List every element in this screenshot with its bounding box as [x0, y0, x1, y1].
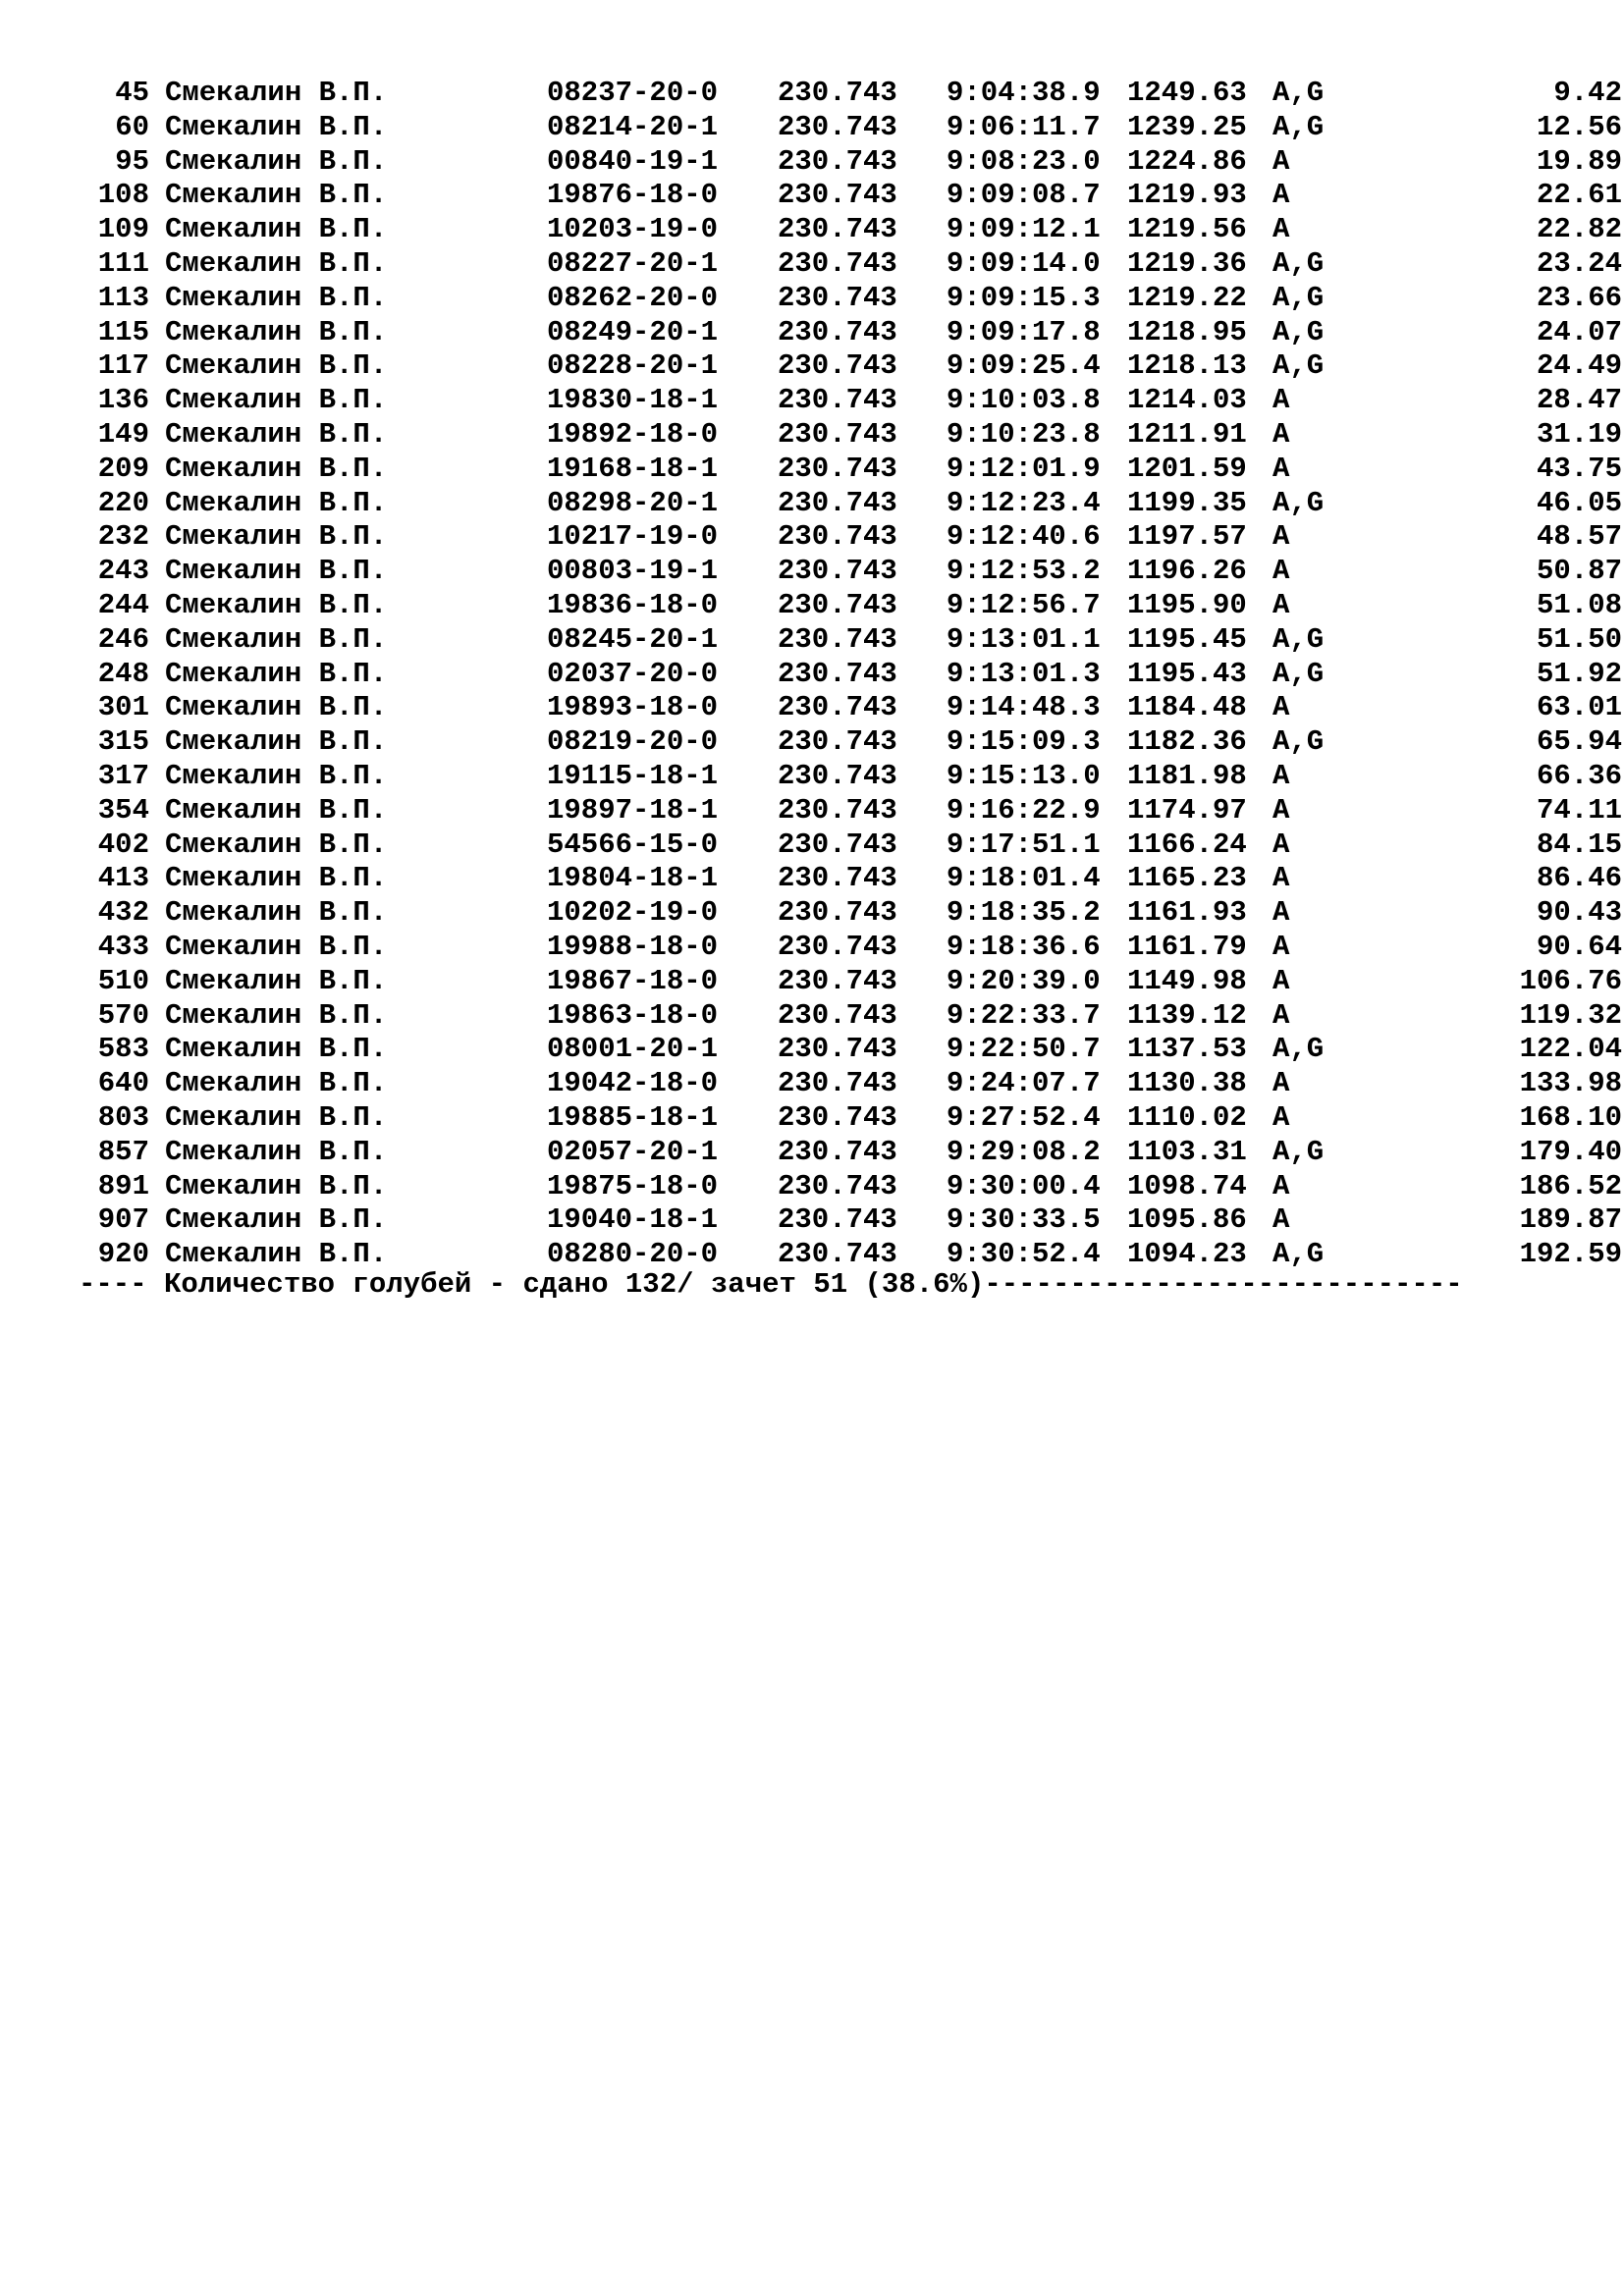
speed-cell: 1249.63: [1127, 77, 1247, 109]
position-cell: 583: [97, 1033, 149, 1066]
distance-cell: 230.743: [778, 110, 897, 143]
points-cell: 51.92: [1536, 657, 1622, 690]
ring-number-cell: 02037-20-0: [547, 657, 719, 690]
points-cell: 23.24: [1536, 246, 1622, 280]
fancier-name-cell: Смекалин В.П.: [165, 1203, 388, 1237]
arrival-time-cell: 9:30:52.4: [947, 1238, 1101, 1271]
arrival-time-cell: 9:13:01.1: [947, 622, 1101, 656]
arrival-time-cell: 9:09:08.7: [947, 179, 1101, 212]
position-cell: 354: [97, 793, 149, 827]
distance-cell: 230.743: [778, 213, 897, 246]
distance-cell: 230.743: [778, 1203, 897, 1237]
speed-cell: 1219.22: [1127, 281, 1247, 314]
distance-cell: 230.743: [778, 691, 897, 724]
arrival-time-cell: 9:15:09.3: [947, 725, 1101, 759]
fancier-name-cell: Смекалин В.П.: [165, 417, 388, 451]
fancier-name-cell: Смекалин В.П.: [165, 1135, 388, 1168]
flags-cell: A: [1272, 1067, 1290, 1100]
arrival-time-cell: 9:08:23.0: [947, 144, 1101, 178]
speed-cell: 1199.35: [1127, 486, 1247, 519]
points-cell: 119.32: [1519, 998, 1622, 1032]
fancier-name-cell: Смекалин В.П.: [165, 930, 388, 963]
speed-cell: 1214.03: [1127, 384, 1247, 417]
ring-number-cell: 19830-18-1: [547, 384, 719, 417]
points-cell: 66.36: [1536, 759, 1622, 792]
arrival-time-cell: 9:12:01.9: [947, 452, 1101, 485]
speed-cell: 1149.98: [1127, 964, 1247, 997]
points-cell: 63.01: [1536, 691, 1622, 724]
flags-cell: A: [1272, 828, 1290, 861]
position-cell: 220: [97, 486, 149, 519]
position-cell: 640: [97, 1067, 149, 1100]
fancier-name-cell: Смекалин В.П.: [165, 77, 388, 109]
speed-cell: 1184.48: [1127, 691, 1247, 724]
fancier-name-cell: Смекалин В.П.: [165, 144, 388, 178]
speed-cell: 1195.45: [1127, 622, 1247, 656]
speed-cell: 1098.74: [1127, 1169, 1247, 1202]
points-cell: 28.47: [1536, 384, 1622, 417]
fancier-name-cell: Смекалин В.П.: [165, 622, 388, 656]
position-cell: 109: [97, 213, 149, 246]
summary-line: ---- Количество голубей - сдано 132/ зачет 51 (38.6%)----------------------------: [79, 1268, 1463, 1301]
points-cell: 90.43: [1536, 896, 1622, 930]
position-cell: 315: [97, 725, 149, 759]
position-cell: 433: [97, 930, 149, 963]
flags-cell: A,G: [1272, 281, 1325, 314]
points-cell: 192.59: [1519, 1238, 1622, 1271]
flags-cell: A,G: [1272, 622, 1325, 656]
distance-cell: 230.743: [778, 1033, 897, 1066]
distance-cell: 230.743: [778, 246, 897, 280]
distance-cell: 230.743: [778, 588, 897, 621]
arrival-time-cell: 9:14:48.3: [947, 691, 1101, 724]
flags-cell: A: [1272, 1169, 1290, 1202]
distance-cell: 230.743: [778, 417, 897, 451]
position-cell: 108: [97, 179, 149, 212]
fancier-name-cell: Смекалин В.П.: [165, 588, 388, 621]
points-cell: 43.75: [1536, 452, 1622, 485]
position-cell: 301: [97, 691, 149, 724]
arrival-time-cell: 9:16:22.9: [947, 793, 1101, 827]
position-cell: 232: [97, 520, 149, 554]
flags-cell: A: [1272, 691, 1290, 724]
distance-cell: 230.743: [778, 657, 897, 690]
points-cell: 65.94: [1536, 725, 1622, 759]
distance-cell: 230.743: [778, 144, 897, 178]
flags-cell: A: [1272, 179, 1290, 212]
speed-cell: 1166.24: [1127, 828, 1247, 861]
ring-number-cell: 19892-18-0: [547, 417, 719, 451]
flags-cell: A: [1272, 998, 1290, 1032]
flags-cell: A: [1272, 759, 1290, 792]
fancier-name-cell: Смекалин В.П.: [165, 1033, 388, 1066]
position-cell: 246: [97, 622, 149, 656]
ring-number-cell: 10202-19-0: [547, 896, 719, 930]
distance-cell: 230.743: [778, 1100, 897, 1134]
flags-cell: A,G: [1272, 657, 1325, 690]
position-cell: 136: [97, 384, 149, 417]
points-cell: 31.19: [1536, 417, 1622, 451]
ring-number-cell: 19876-18-0: [547, 179, 719, 212]
points-cell: 186.52: [1519, 1169, 1622, 1202]
ring-number-cell: 08280-20-0: [547, 1238, 719, 1271]
arrival-time-cell: 9:13:01.3: [947, 657, 1101, 690]
distance-cell: 230.743: [778, 520, 897, 554]
arrival-time-cell: 9:09:12.1: [947, 213, 1101, 246]
ring-number-cell: 54566-15-0: [547, 828, 719, 861]
fancier-name-cell: Смекалин В.П.: [165, 110, 388, 143]
ring-number-cell: 00840-19-1: [547, 144, 719, 178]
points-cell: 133.98: [1519, 1067, 1622, 1100]
arrival-time-cell: 9:10:03.8: [947, 384, 1101, 417]
speed-cell: 1095.86: [1127, 1203, 1247, 1237]
points-cell: 84.15: [1536, 828, 1622, 861]
points-cell: 24.07: [1536, 315, 1622, 348]
position-cell: 510: [97, 964, 149, 997]
arrival-time-cell: 9:09:15.3: [947, 281, 1101, 314]
fancier-name-cell: Смекалин В.П.: [165, 1100, 388, 1134]
position-cell: 907: [97, 1203, 149, 1237]
distance-cell: 230.743: [778, 77, 897, 109]
flags-cell: A: [1272, 930, 1290, 963]
arrival-time-cell: 9:15:13.0: [947, 759, 1101, 792]
position-cell: 248: [97, 657, 149, 690]
position-cell: 209: [97, 452, 149, 485]
flags-cell: A,G: [1272, 110, 1325, 143]
arrival-time-cell: 9:09:17.8: [947, 315, 1101, 348]
flags-cell: A: [1272, 1100, 1290, 1134]
flags-cell: A,G: [1272, 77, 1325, 109]
fancier-name-cell: Смекалин В.П.: [165, 793, 388, 827]
distance-cell: 230.743: [778, 828, 897, 861]
arrival-time-cell: 9:22:50.7: [947, 1033, 1101, 1066]
ring-number-cell: 19804-18-1: [547, 862, 719, 895]
fancier-name-cell: Смекалин В.П.: [165, 452, 388, 485]
position-cell: 243: [97, 555, 149, 588]
speed-cell: 1174.97: [1127, 793, 1247, 827]
position-cell: 891: [97, 1169, 149, 1202]
points-cell: 48.57: [1536, 520, 1622, 554]
points-cell: 12.56: [1536, 110, 1622, 143]
speed-cell: 1094.23: [1127, 1238, 1247, 1271]
arrival-time-cell: 9:06:11.7: [947, 110, 1101, 143]
speed-cell: 1181.98: [1127, 759, 1247, 792]
speed-cell: 1219.56: [1127, 213, 1247, 246]
position-cell: 244: [97, 588, 149, 621]
ring-number-cell: 08262-20-0: [547, 281, 719, 314]
distance-cell: 230.743: [778, 555, 897, 588]
points-cell: 168.10: [1519, 1100, 1622, 1134]
speed-cell: 1218.95: [1127, 315, 1247, 348]
position-cell: 115: [97, 315, 149, 348]
fancier-name-cell: Смекалин В.П.: [165, 246, 388, 280]
distance-cell: 230.743: [778, 486, 897, 519]
speed-cell: 1219.93: [1127, 179, 1247, 212]
speed-cell: 1196.26: [1127, 555, 1247, 588]
fancier-name-cell: Смекалин В.П.: [165, 315, 388, 348]
distance-cell: 230.743: [778, 725, 897, 759]
fancier-name-cell: Смекалин В.П.: [165, 555, 388, 588]
flags-cell: A,G: [1272, 1238, 1325, 1271]
points-cell: 189.87: [1519, 1203, 1622, 1237]
distance-cell: 230.743: [778, 1067, 897, 1100]
fancier-name-cell: Смекалин В.П.: [165, 964, 388, 997]
arrival-time-cell: 9:12:56.7: [947, 588, 1101, 621]
flags-cell: A: [1272, 144, 1290, 178]
points-cell: 106.76: [1519, 964, 1622, 997]
arrival-time-cell: 9:29:08.2: [947, 1135, 1101, 1168]
flags-cell: A: [1272, 588, 1290, 621]
ring-number-cell: 08228-20-1: [547, 349, 719, 383]
flags-cell: A,G: [1272, 1033, 1325, 1066]
speed-cell: 1219.36: [1127, 246, 1247, 280]
ring-number-cell: 08245-20-1: [547, 622, 719, 656]
distance-cell: 230.743: [778, 862, 897, 895]
position-cell: 113: [97, 281, 149, 314]
position-cell: 317: [97, 759, 149, 792]
distance-cell: 230.743: [778, 1135, 897, 1168]
distance-cell: 230.743: [778, 896, 897, 930]
points-cell: 46.05: [1536, 486, 1622, 519]
ring-number-cell: 19885-18-1: [547, 1100, 719, 1134]
arrival-time-cell: 9:27:52.4: [947, 1100, 1101, 1134]
arrival-time-cell: 9:09:14.0: [947, 246, 1101, 280]
arrival-time-cell: 9:18:36.6: [947, 930, 1101, 963]
fancier-name-cell: Смекалин В.П.: [165, 520, 388, 554]
speed-cell: 1182.36: [1127, 725, 1247, 759]
distance-cell: 230.743: [778, 964, 897, 997]
points-cell: 50.87: [1536, 555, 1622, 588]
distance-cell: 230.743: [778, 622, 897, 656]
ring-number-cell: 19863-18-0: [547, 998, 719, 1032]
distance-cell: 230.743: [778, 1238, 897, 1271]
fancier-name-cell: Смекалин В.П.: [165, 896, 388, 930]
fancier-name-cell: Смекалин В.П.: [165, 828, 388, 861]
fancier-name-cell: Смекалин В.П.: [165, 349, 388, 383]
ring-number-cell: 08227-20-1: [547, 246, 719, 280]
speed-cell: 1201.59: [1127, 452, 1247, 485]
distance-cell: 230.743: [778, 759, 897, 792]
flags-cell: A: [1272, 213, 1290, 246]
position-cell: 803: [97, 1100, 149, 1134]
flags-cell: A: [1272, 555, 1290, 588]
fancier-name-cell: Смекалин В.П.: [165, 759, 388, 792]
fancier-name-cell: Смекалин В.П.: [165, 179, 388, 212]
arrival-time-cell: 9:18:35.2: [947, 896, 1101, 930]
fancier-name-cell: Смекалин В.П.: [165, 862, 388, 895]
ring-number-cell: 19115-18-1: [547, 759, 719, 792]
flags-cell: A: [1272, 964, 1290, 997]
ring-number-cell: 19897-18-1: [547, 793, 719, 827]
ring-number-cell: 10217-19-0: [547, 520, 719, 554]
flags-cell: A,G: [1272, 725, 1325, 759]
ring-number-cell: 08237-20-0: [547, 77, 719, 109]
flags-cell: A: [1272, 417, 1290, 451]
distance-cell: 230.743: [778, 281, 897, 314]
distance-cell: 230.743: [778, 998, 897, 1032]
ring-number-cell: 10203-19-0: [547, 213, 719, 246]
fancier-name-cell: Смекалин В.П.: [165, 1169, 388, 1202]
points-cell: 179.40: [1519, 1135, 1622, 1168]
arrival-time-cell: 9:12:40.6: [947, 520, 1101, 554]
distance-cell: 230.743: [778, 384, 897, 417]
fancier-name-cell: Смекалин В.П.: [165, 486, 388, 519]
flags-cell: A: [1272, 520, 1290, 554]
points-cell: 51.50: [1536, 622, 1622, 656]
ring-number-cell: 19168-18-1: [547, 452, 719, 485]
speed-cell: 1239.25: [1127, 110, 1247, 143]
ring-number-cell: 08298-20-1: [547, 486, 719, 519]
distance-cell: 230.743: [778, 930, 897, 963]
flags-cell: A: [1272, 1203, 1290, 1237]
ring-number-cell: 08001-20-1: [547, 1033, 719, 1066]
flags-cell: A: [1272, 862, 1290, 895]
position-cell: 857: [97, 1135, 149, 1168]
flags-cell: A,G: [1272, 349, 1325, 383]
flags-cell: A,G: [1272, 486, 1325, 519]
speed-cell: 1130.38: [1127, 1067, 1247, 1100]
arrival-time-cell: 9:04:38.9: [947, 77, 1101, 109]
ring-number-cell: 19875-18-0: [547, 1169, 719, 1202]
points-cell: 122.04: [1519, 1033, 1622, 1066]
speed-cell: 1110.02: [1127, 1100, 1247, 1134]
points-cell: 90.64: [1536, 930, 1622, 963]
points-cell: 19.89: [1536, 144, 1622, 178]
position-cell: 432: [97, 896, 149, 930]
position-cell: 149: [97, 417, 149, 451]
points-cell: 23.66: [1536, 281, 1622, 314]
points-cell: 24.49: [1536, 349, 1622, 383]
speed-cell: 1165.23: [1127, 862, 1247, 895]
fancier-name-cell: Смекалин В.П.: [165, 657, 388, 690]
speed-cell: 1161.93: [1127, 896, 1247, 930]
fancier-name-cell: Смекалин В.П.: [165, 213, 388, 246]
arrival-time-cell: 9:12:53.2: [947, 555, 1101, 588]
flags-cell: A: [1272, 793, 1290, 827]
distance-cell: 230.743: [778, 1169, 897, 1202]
distance-cell: 230.743: [778, 793, 897, 827]
position-cell: 45: [115, 77, 149, 109]
fancier-name-cell: Смекалин В.П.: [165, 691, 388, 724]
arrival-time-cell: 9:30:33.5: [947, 1203, 1101, 1237]
ring-number-cell: 19040-18-1: [547, 1203, 719, 1237]
flags-cell: A,G: [1272, 246, 1325, 280]
arrival-time-cell: 9:12:23.4: [947, 486, 1101, 519]
ring-number-cell: 08219-20-0: [547, 725, 719, 759]
speed-cell: 1218.13: [1127, 349, 1247, 383]
arrival-time-cell: 9:20:39.0: [947, 964, 1101, 997]
fancier-name-cell: Смекалин В.П.: [165, 725, 388, 759]
position-cell: 60: [115, 110, 149, 143]
speed-cell: 1161.79: [1127, 930, 1247, 963]
position-cell: 413: [97, 862, 149, 895]
flags-cell: A: [1272, 896, 1290, 930]
flags-cell: A: [1272, 452, 1290, 485]
arrival-time-cell: 9:22:33.7: [947, 998, 1101, 1032]
ring-number-cell: 19893-18-0: [547, 691, 719, 724]
speed-cell: 1197.57: [1127, 520, 1247, 554]
distance-cell: 230.743: [778, 452, 897, 485]
speed-cell: 1137.53: [1127, 1033, 1247, 1066]
points-cell: 51.08: [1536, 588, 1622, 621]
position-cell: 570: [97, 998, 149, 1032]
arrival-time-cell: 9:24:07.7: [947, 1067, 1101, 1100]
speed-cell: 1139.12: [1127, 998, 1247, 1032]
distance-cell: 230.743: [778, 315, 897, 348]
ring-number-cell: 08249-20-1: [547, 315, 719, 348]
ring-number-cell: 08214-20-1: [547, 110, 719, 143]
flags-cell: A,G: [1272, 315, 1325, 348]
points-cell: 22.82: [1536, 213, 1622, 246]
arrival-time-cell: 9:30:00.4: [947, 1169, 1101, 1202]
arrival-time-cell: 9:09:25.4: [947, 349, 1101, 383]
position-cell: 920: [97, 1238, 149, 1271]
ring-number-cell: 19988-18-0: [547, 930, 719, 963]
speed-cell: 1224.86: [1127, 144, 1247, 178]
arrival-time-cell: 9:10:23.8: [947, 417, 1101, 451]
fancier-name-cell: Смекалин В.П.: [165, 998, 388, 1032]
fancier-name-cell: Смекалин В.П.: [165, 281, 388, 314]
distance-cell: 230.743: [778, 349, 897, 383]
speed-cell: 1195.43: [1127, 657, 1247, 690]
fancier-name-cell: Смекалин В.П.: [165, 1238, 388, 1271]
flags-cell: A: [1272, 384, 1290, 417]
speed-cell: 1195.90: [1127, 588, 1247, 621]
points-cell: 74.11: [1536, 793, 1622, 827]
points-cell: 22.61: [1536, 179, 1622, 212]
arrival-time-cell: 9:18:01.4: [947, 862, 1101, 895]
points-cell: 86.46: [1536, 862, 1622, 895]
position-cell: 95: [115, 144, 149, 178]
position-cell: 117: [97, 349, 149, 383]
distance-cell: 230.743: [778, 179, 897, 212]
fancier-name-cell: Смекалин В.П.: [165, 384, 388, 417]
ring-number-cell: 19042-18-0: [547, 1067, 719, 1100]
ring-number-cell: 19867-18-0: [547, 964, 719, 997]
flags-cell: A,G: [1272, 1135, 1325, 1168]
position-cell: 111: [97, 246, 149, 280]
arrival-time-cell: 9:17:51.1: [947, 828, 1101, 861]
ring-number-cell: 00803-19-1: [547, 555, 719, 588]
speed-cell: 1103.31: [1127, 1135, 1247, 1168]
fancier-name-cell: Смекалин В.П.: [165, 1067, 388, 1100]
ring-number-cell: 02057-20-1: [547, 1135, 719, 1168]
speed-cell: 1211.91: [1127, 417, 1247, 451]
ring-number-cell: 19836-18-0: [547, 588, 719, 621]
points-cell: 9.42: [1553, 77, 1622, 109]
position-cell: 402: [97, 828, 149, 861]
